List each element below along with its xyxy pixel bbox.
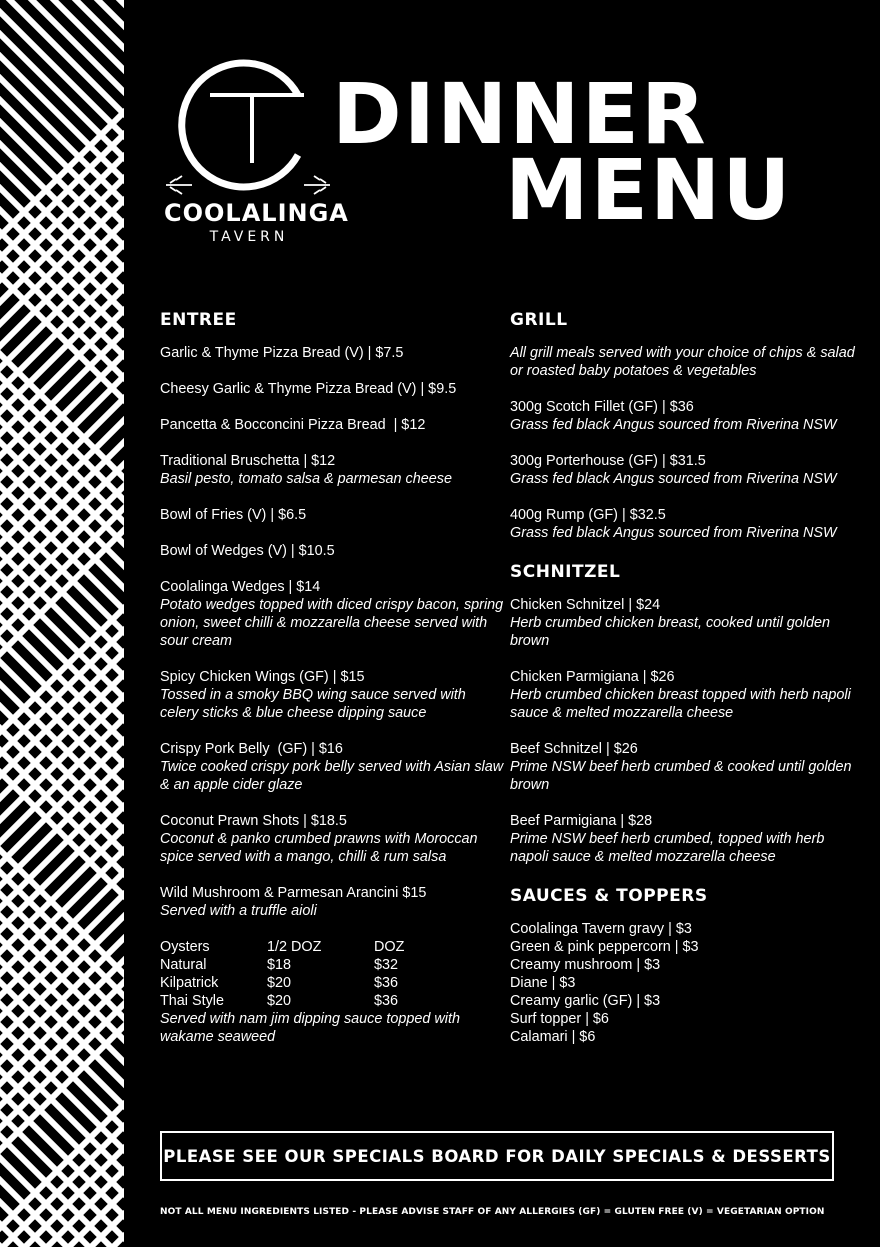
oysters-cell: $20 [267,975,292,991]
menu-item-description: Grass fed black Angus sourced from Riverina NSW [510,525,837,541]
menu-item-name: Wild Mushroom & Parmesan Arancini $15 [160,885,427,901]
logo-ct-monogram-icon [158,55,338,200]
menu-item-name: Pancetta & Bocconcini Pizza Bread | $12 [160,417,426,433]
menu-item [510,506,855,542]
menu-item-description: Potato wedges topped with diced crispy bacon, spring onion, sweet chilli & mozzarella cheese served with sour cream [160,597,504,649]
menu-item-description: Prime NSW beef herb crumbed, topped with herb napoli sauce & melted mozzarella cheese [510,831,825,865]
menu-item-description: Grass fed black Angus sourced from Riverina NSW [510,417,837,433]
menu-item-name: Chicken Parmigiana | $26 [510,669,675,685]
menu-item-name: Spicy Chicken Wings (GF) | $15 [160,669,365,685]
oysters-cell: $32 [374,957,399,973]
menu-item-name: Chicken Schnitzel | $24 [510,597,661,613]
menu-item-name: Beef Schnitzel | $26 [510,741,638,757]
oysters-cell: Kilpatrick [160,975,219,991]
allergy-footer: NOT ALL MENU INGREDIENTS LISTED - PLEASE ADVISE STAFF OF ANY ALLERGIES (GF) = GLUTEN FREE (V) = VEGETARIAN OPTION [160,1207,825,1217]
menu-item-name: Beef Parmigiana | $28 [510,813,653,829]
menu-item-name: Cheesy Garlic & Thyme Pizza Bread (V) | $9.5 [160,381,457,397]
menu-item-name: Coolalinga Wedges | $14 [160,579,321,595]
menu-item [160,380,505,398]
oysters-table [160,938,505,1046]
menu-item-name: Traditional Bruschetta | $12 [160,453,336,469]
oysters-row [160,974,505,992]
menu-item-name: 300g Scotch Fillet (GF) | $36 [510,399,694,415]
menu-item-name: 300g Porterhouse (GF) | $31.5 [510,453,706,469]
menu-item [510,596,855,650]
oysters-row [160,956,505,974]
sauce-item: Diane | $3 [510,975,576,991]
menu-item-name: Coconut Prawn Shots | $18.5 [160,813,347,829]
logo-name: COOLALINGA [164,199,349,227]
grill-intro: All grill meals served with your choice of chips & salad or roasted baby potatoes & vegetables [510,345,855,379]
left-column [160,308,505,1046]
menu-item [160,506,505,524]
menu-item [160,542,505,560]
section-title-schnitzel: SCHNITZEL [510,562,621,582]
menu-item-name: Crispy Pork Belly (GF) | $16 [160,741,343,757]
menu-item-description: Grass fed black Angus sourced from Riverina NSW [510,471,837,487]
logo-subtitle: TAVERN [209,229,289,245]
menu-item-name: Bowl of Fries (V) | $6.5 [160,507,307,523]
oysters-note: Served with nam jim dipping sauce topped with wakame seaweed [160,1011,460,1045]
menu-item [510,398,855,434]
oysters-rows [160,956,505,1010]
page-title-line1: DINNER [332,65,708,163]
menu-item [160,452,505,488]
section-title-grill: GRILL [510,310,568,330]
oysters-cell: $20 [267,993,292,1009]
menu-item-description: Served with a truffle aioli [160,903,317,919]
menu-item [160,668,505,722]
sauce-item: Green & pink peppercorn | $3 [510,939,699,955]
menu-item-description: Tossed in a smoky BBQ wing sauce served with celery sticks & blue cheese dipping sauce [160,687,466,721]
oysters-cell: Thai Style [160,993,224,1009]
sauce-item: Creamy mushroom | $3 [510,957,661,973]
menu-item [160,344,505,362]
schnitzel-list [510,596,855,866]
menu-item-description: Coconut & panko crumbed prawns with Moroccan spice served with a mango, chilli & rum salsa [160,831,478,865]
right-column [510,308,855,1046]
oysters-header-cell: 1/2 DOZ [267,939,322,955]
menu-item-name: 400g Rump (GF) | $32.5 [510,507,666,523]
menu-item-description: Twice cooked crispy pork belly served with Asian slaw & an apple cider glaze [160,759,504,793]
menu-item [510,452,855,488]
page-title-line2: MENU [505,141,793,239]
sauce-item: Coolalinga Tavern gravy | $3 [510,921,692,937]
entree-list [160,344,505,920]
menu-item [160,740,505,794]
menu-item [160,578,505,650]
menu-item [510,812,855,866]
menu-item [160,416,505,434]
menu-item-description: Herb crumbed chicken breast topped with herb napoli sauce & melted mozzarella cheese [510,687,851,721]
oysters-cell: $36 [374,993,399,1009]
grill-list [510,398,855,542]
menu-item [160,884,505,920]
tavern-logo [158,55,349,250]
specials-banner: PLEASE SEE OUR SPECIALS BOARD FOR DAILY SPECIALS & DESSERTS [160,1131,834,1181]
section-title-entree: ENTREE [160,310,237,330]
sauce-item: Surf topper | $6 [510,1011,609,1027]
oysters-header-cell: DOZ [374,939,405,955]
sauces-list [510,920,855,1046]
oysters-cell: $36 [374,975,399,991]
menu-item-description: Herb crumbed chicken breast, cooked until golden brown [510,615,830,649]
sauce-item: Calamari | $6 [510,1029,596,1045]
oysters-row [160,992,505,1010]
oysters-header-cell: Oysters [160,939,210,955]
oysters-cell: Natural [160,957,207,973]
menu-item-description: Basil pesto, tomato salsa & parmesan cheese [160,471,452,487]
decorative-stripe-pattern [0,0,124,1247]
menu-item-description: Prime NSW beef herb crumbed & cooked until golden brown [510,759,852,793]
menu-item-name: Garlic & Thyme Pizza Bread (V) | $7.5 [160,345,404,361]
menu-item [510,740,855,794]
oysters-header-row [160,938,505,956]
sauce-item: Creamy garlic (GF) | $3 [510,993,661,1009]
menu-item [510,668,855,722]
menu-item-name: Bowl of Wedges (V) | $10.5 [160,543,335,559]
oysters-cell: $18 [267,957,292,973]
section-title-sauces: SAUCES & TOPPERS [510,886,708,906]
menu-item [160,812,505,866]
